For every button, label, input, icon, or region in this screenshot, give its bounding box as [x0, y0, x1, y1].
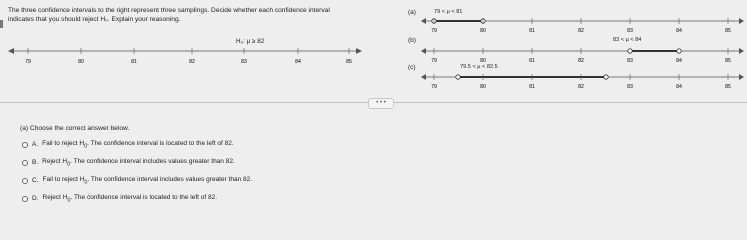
tick-label: 82 — [578, 28, 584, 34]
prompt-line-1: The three confidence intervals to the right represent three samplings. Decide whether each confidence interval — [8, 7, 330, 14]
tick-label: 79 — [25, 59, 31, 65]
open-endpoint-left — [456, 75, 460, 79]
option-letter: D. — [32, 195, 39, 203]
panel-a-interval: 79 < μ < 81 — [434, 9, 463, 15]
expand-more-button[interactable]: • • • — [368, 98, 394, 109]
panel-c-label: (c) — [408, 64, 416, 71]
panel-c-interval: 79.5 < μ < 82.5 — [460, 64, 498, 70]
option-text: Reject $H_0$. The confidence interval is located to the left of 82. — [42, 194, 218, 204]
hypothesis-number-line — [6, 44, 362, 68]
arrow-right-icon — [739, 74, 744, 80]
question-prompt: (a) Choose the correct answer below. — [20, 125, 130, 132]
tick-label: 81 — [529, 58, 535, 64]
option-d[interactable] — [22, 194, 217, 203]
tick-label: 84 — [676, 58, 682, 64]
open-endpoint-right — [677, 49, 681, 53]
panel-c-number-line — [420, 70, 744, 94]
tick-label: 81 — [529, 84, 535, 90]
prompt-line-2: indicates that you should reject H₀. Explain your reasoning. — [8, 16, 181, 23]
open-endpoint-right — [604, 75, 608, 79]
option-letter: A. — [32, 141, 39, 149]
option-a[interactable] — [22, 140, 234, 149]
tick-label: 83 — [241, 59, 247, 65]
arrow-left-icon — [421, 48, 426, 54]
tick-label: 85 — [725, 28, 731, 34]
open-endpoint-left — [628, 49, 632, 53]
tick-label: 85 — [725, 58, 731, 64]
option-text: Reject $H_0$. The confidence interval includes values greater than 82. — [42, 158, 235, 168]
option-b[interactable] — [22, 158, 235, 167]
tick-label: 80 — [480, 58, 486, 64]
tick-label: 82 — [189, 59, 195, 65]
tick-label: 80 — [480, 28, 486, 34]
tick-label: 82 — [578, 84, 584, 90]
tick-label: 84 — [676, 28, 682, 34]
option-c[interactable] — [22, 176, 252, 185]
radio-button-d[interactable] — [22, 196, 28, 202]
tick-label: 83 — [627, 58, 633, 64]
arrow-right-icon — [356, 48, 362, 54]
option-letter: B. — [32, 159, 39, 167]
radio-button-c[interactable] — [22, 178, 28, 184]
radio-button-b[interactable] — [22, 160, 28, 166]
panel-a-label: (a) — [408, 9, 416, 16]
tick-label: 83 — [627, 84, 633, 90]
left-edge-marker — [0, 20, 3, 28]
tick-label: 84 — [295, 59, 301, 65]
tick-label: 81 — [529, 28, 535, 34]
tick-label: 82 — [578, 58, 584, 64]
arrow-left-icon — [421, 74, 426, 80]
option-text: Fail to reject $H_0$. The confidence interval includes values greater than 82. — [42, 176, 253, 186]
tick-label: 85 — [346, 59, 352, 65]
tick-label: 80 — [78, 59, 84, 65]
arrow-right-icon — [739, 18, 744, 24]
panel-b-label: (b) — [408, 37, 416, 44]
arrow-right-icon — [739, 48, 744, 54]
tick-label: 79 — [431, 58, 437, 64]
tick-label: 79 — [431, 84, 437, 90]
arrow-left-icon — [8, 48, 14, 54]
tick-label: 79 — [431, 28, 437, 34]
tick-label: 84 — [676, 84, 682, 90]
tick-label: 80 — [480, 84, 486, 90]
tick-label: 83 — [627, 28, 633, 34]
arrow-left-icon — [421, 18, 426, 24]
radio-button-a[interactable] — [22, 142, 28, 148]
panel-b-interval: 83 < μ < 84 — [613, 37, 642, 43]
option-text: Fail to reject $H_0$. The confidence interval is located to the left of 82. — [42, 140, 234, 150]
panel-a-number-line — [420, 14, 744, 38]
hypothesis-label: H₀: μ ≥ 82 — [236, 38, 265, 45]
tick-label: 85 — [725, 84, 731, 90]
prompt-text — [8, 6, 403, 24]
tick-label: 81 — [131, 59, 137, 65]
option-letter: C. — [32, 177, 39, 185]
